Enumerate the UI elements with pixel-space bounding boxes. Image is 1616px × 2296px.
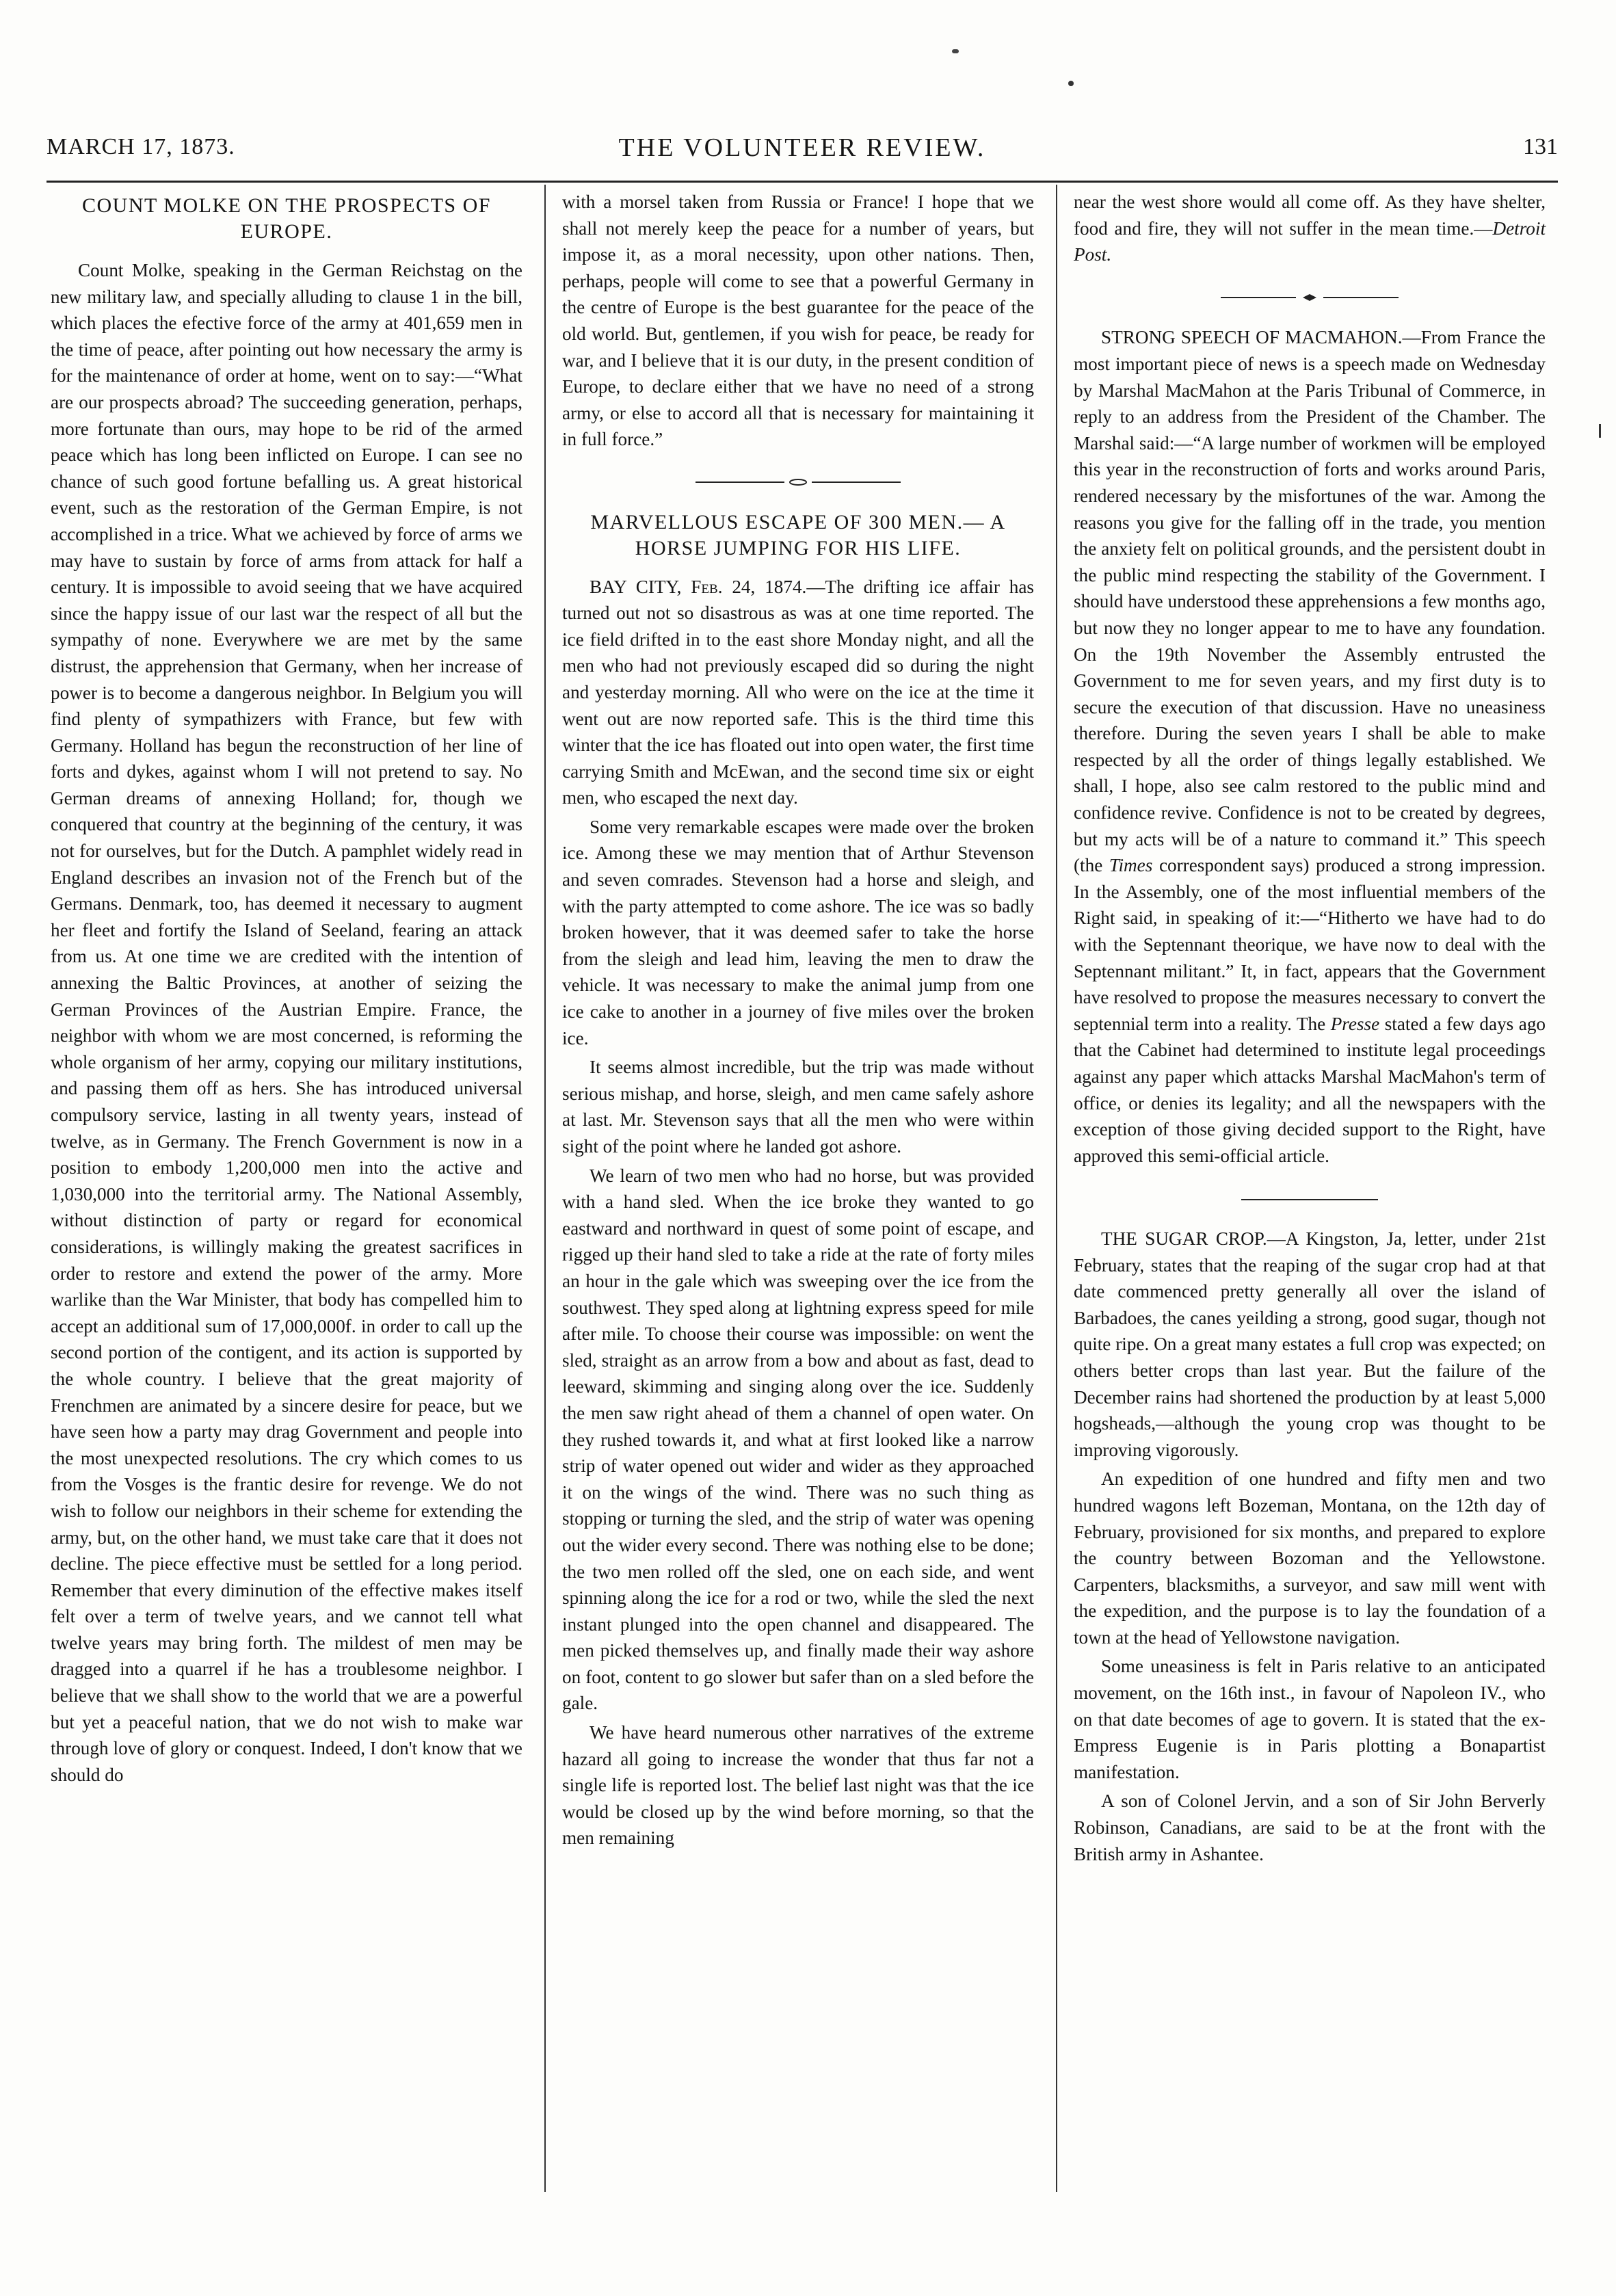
article-paragraph: A son of Colonel Jervin, and a son of Sir John Berverly Robinson, Canadians, are said to be at the front with the British army in Ashantee. xyxy=(1074,1791,1546,1864)
article-paragraph: THE SUGAR CROP.—A Kingston, Ja, letter, under 21st February, states that the reaping of the sugar crop had at that date commenced pretty generally all over the island of Barbadoes, the canes yeilding a strong, good sugar, though not quite ripe. On a great many estates a full crop was expected; on others better crops than last year. But the failure of the December rains had shortened the production by at least 5,000 hogsheads,—although the young crop was thought to be improving vigorously. xyxy=(1074,1228,1546,1460)
column-1 xyxy=(51,189,522,1788)
column-2 xyxy=(562,189,1034,1851)
article-paragraph: STRONG SPEECH OF MACMAHON.—From France the most important piece of news is a speech made on Wednesday by Marshal MacMahon at the Paris Tribunal of Commerce, in reply to an address from the President of the Chamber. The Marshal said:—“A large number of workmen will be employed this year in the reconstruction of forts and works around Paris, rendered necessary by the misfortunes of the war. Among the reasons you give for the falling off in the trade, you mention the anxiety felt on political grounds, and the persistent doubt in the public mind respecting the stability of the Government. I should have understood these apprehensions a few months ago, but now they no longer appear to me to have any foundation. On the 19th November the Assembly entrusted the Government to me for seven years, and my first duty is to secure the execution of that discussion. Have no uneasiness therefore. During the seven years I shall be able to make respected by all the order of things legally established. We shall, I hope, also see calm restored to the public mind and confidence revive. Confidence is not to be created by degrees, but my acts will be of a nature to command it.” This speech (the Times correspondent says) produced a strong impression. In the Assembly, one of the most influential members of the Right said, in speaking of it:—“Hitherto we have had to do with the Septennant theorique, we have now to deal with the Septennant militant.” It, in fact, appears that the Government have resolved to propose the measures necessary to convert the septennial term into a reality. The Presse stated a few days ago that the Cabinet had determined to institute legal proceedings against any paper which attacks Marshal MacMahon's term of office, or denies its legality; and all the newspapers with the exception of those giving decided support to the Right, have approved this semi-official article. xyxy=(1074,327,1546,1166)
article-headline: COUNT MOLKE ON THE PROSPECTS OF EUROPE. xyxy=(82,194,491,243)
section-separator xyxy=(1074,283,1546,310)
article-paragraph: BAY CITY, Feb. 24, 1874.—The drifting ice affair has turned out not so disastrous as was at one time reported. The ice field drifted in to the east shore Monday night, and all the men who had not previously escaped did so during the night and yesterday morning. All who were on the ice at the time it went out are now reported safe. This is the third time this winter that the ice has floated out into open water, the first time carrying Smith and McEwan, and the second time six or eight men, who escaped the next day. xyxy=(562,576,1035,808)
column-rule xyxy=(1056,185,1057,2192)
page-number: 131 xyxy=(1523,134,1558,159)
article-paragraph: with a morsel taken from Russia or France! I hope that we shall not merely keep the peace for a number of years, but impose it, as a moral necessity, upon other nations. Then, perhaps, people will come to see that a powerful Germany in the centre of Europe is the best guarantee for the peace of the old world. But, gentlemen, if you wish for peace, be ready for war, and I believe that it is our duty, in the present condition of Europe, to declare either that we have no need of a strong army, or else to accord all that is necessary for maintaining it in full force.” xyxy=(562,192,1034,450)
section-separator xyxy=(1074,1184,1546,1211)
margin-mark xyxy=(1599,424,1601,438)
header-date: MARCH 17, 1873. xyxy=(47,134,235,159)
header-title: THE VOLUNTEER REVIEW. xyxy=(618,133,986,162)
print-speck xyxy=(952,49,959,53)
article-paragraph: It seems almost incredible, but the trip was made without serious mishap, and horse, sleigh, and men came safely ashore at last. Mr. Stevenson says that all the men who were within sight of the point where he landed got ashore. xyxy=(562,1057,1034,1157)
source-credit: Detroit Post. xyxy=(1074,217,1546,265)
article-paragraph: An expedition of one hundred and fifty men and two hundred wagons left Bozeman, Montana, on the 12th day of February, provisioned for six months, and prepared to explore the country between Bozoman and the Yellowstone. Carpenters, blacksmiths, a surveyor, and saw mill went with the expedition, and the purpose is to lay the foundation of a town at the head of Yellowstone navigation. xyxy=(1074,1468,1546,1648)
header-rule xyxy=(47,181,1558,183)
print-speck xyxy=(1068,81,1074,86)
column-rule xyxy=(544,185,546,2192)
article-paragraph: We have heard numerous other narratives of the extreme hazard all going to increase the wonder that thus far not a single life is reported lost. The belief last night was that the ice would be closed up by the wind before morning, so that the men remaining xyxy=(562,1722,1034,1849)
article-headline: MARVELLOUS ESCAPE OF 300 MEN.— A HORSE JUMPING FOR HIS LIFE. xyxy=(590,510,1006,559)
section-separator xyxy=(562,468,1034,494)
article-paragraph: We learn of two men who had no horse, but was provided with a hand sled. When the ice broke they wanted to go eastward and northward in quest of some point of escape, and rigged up their hand sled to take a ride at the rate of forty miles an hour in the gale which was sweeping over the ice from the southwest. They sped along at lightning express speed for mile after mile. To choose their course was impossible: on went the sled, straight as an arrow from a bow and about as fast, dead to leeward, skimming and singing along over the ice. Suddenly the men saw right ahead of them a channel of open water. On they rushed towards it, and what at first looked like a narrow strip of water opened out wider and wider as they approached it on the wings of the wind. There was no such thing as stopping or turning the sled, and the strip of water was opening out the wider every second. There was nothing else to be done; the two men rolled off the sled, one on each side, and went spinning along the ice for a rod or two, while the sled the next instant plunged into the open channel and disappeared. The men picked themselves up, and finally made their way ashore on foot, content to go slower but safer than on a sled before the gale. xyxy=(562,1165,1034,1714)
article-paragraph: near the west shore would all come off. As they have shelter, food and fire, they will not suffer in the mean time.—Detroit Post. xyxy=(1074,192,1546,265)
article-lead: THE SUGAR CROP. xyxy=(1101,1228,1267,1249)
article-paragraph: Count Molke, speaking in the German Reichstag on the new military law, and specially alluding to clause 1 in the bill, which places the efective force of the army at 401,659 men in the time of peace, after pointing out how necessary the army is for the maintenance of order at home, went on to say:—“What are our prospects abroad? The succeeding generation, perhaps, more fortunate than ours, may hope to be rid of the armed peace which has long been inflicted on Europe. I can see no chance of such good fortune befalling us. A great historical event, such as the restoration of the German Empire, is not accomplished in a trice. What we achieved by force of arms we may have to sustain by force of arms from attack for half a century. It is impossible to avoid seeing that we have acquired since the happy issue of our last war the respect of all but the sympathy of none. Everywhere we are met by the same distrust, the apprehension that Germany, when her increase of power is to become a dangerous neighbor. In Belgium you will find plenty of sympathizers with France, but few with Germany. Holland has begun the reconstruction of her line of forts and dykes, against whom I will not pretend to say. No German dreams of annexing Holland; for, though we conquered that country at the beginning of the century, it was not for ourselves, but for the Dutch. A pamphlet widely read in England describes an invasion not of the French but of the Germans. Denmark, too, has deemed it necessary to augment her fleet and fortify the Island of Seeland, fearing an attack from us. At one time we are credited with the intention of annexing the Baltic Provinces, at another of seizing the German Provinces of the Austrian Empire. France, the neighbor with whom we are most concerned, is reforming the whole organism of her army, copying our military institutions, and passing them off as hers. She has introduced universal compulsory service, lasting in all twenty years, instead of twelve, as in Germany. The French Government is now in a position to embody 1,200,000 men into the active and 1,030,000 into the territorial army. The National Assembly, without distinction of party or regard for economical considerations, is willingly making the greatest sacrifices in order to restore and extend the power of the army. More warlike than the War Minister, that body has compelled him to accept an additional sum of 17,000,000f. in order to call up the second portion of the contigent, and its action is supported by the whole country. I believe that the great majority of Frenchmen are animated by a sincere desire for peace, but we have seen how a party may drag Government and people into the most unexpected resolutions. The cry which comes to us from the Vosges is the frantic desire for revenge. We do not wish to follow our neighbors in their scheme for extending the army, but, on the other hand, we must take care that it does not decline. The piece effective must be settled for a long period. Remember that every diminution of the effective makes itself felt over a term of twelve years, and we cannot tell what twelve years may bring forth. The mildest of men may be dragged into a quarrel if he has a troublesome neighbor. I believe that we shall show to the world that we are a powerful but yet a peaceful nation, that we do not wish to make war through love of glory or conquest. Indeed, I don't know that we should do xyxy=(51,260,522,1785)
article-paragraph: Some uneasiness is felt in Paris relative to an anticipated movement, on the 16th inst., in favour of Napoleon IV., who on that date becomes of age to govern. It is stated that the ex-Empress Eugenie is in Paris plotting a Bonapartist manifestation. xyxy=(1074,1656,1546,1782)
article-lead: STRONG SPEECH OF MACMAHON. xyxy=(1101,327,1403,348)
dateline: BAY CITY, Feb. 24, 1874. xyxy=(590,576,807,597)
page-header xyxy=(47,127,1558,171)
column-3 xyxy=(1074,189,1546,1867)
article-paragraph: Some very remarkable escapes were made over the broken ice. Among these we may mention that of Arthur Stevenson and seven comrades. Stevenson had a horse and sleigh, and with the party attempted to come ashore. The ice was so badly broken however, that it was deemed safer to take the horse from the sleigh and lead him, leaving the men to draw the vehicle. It was necessary to make the animal jump from one ice cake to another in a journey of five miles over the broken ice. xyxy=(562,816,1034,1048)
